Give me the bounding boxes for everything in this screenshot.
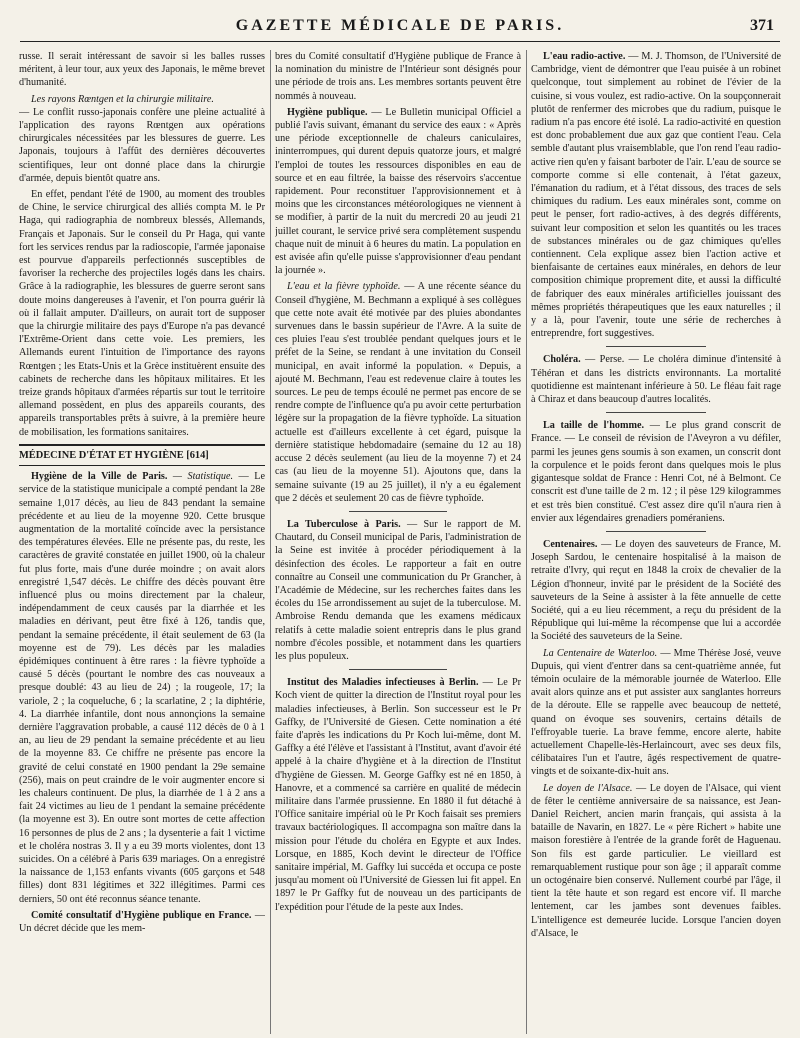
article xyxy=(275,280,521,504)
article xyxy=(531,538,781,644)
separator-rule xyxy=(349,511,447,512)
article-title: La Centenaire de Waterloo. xyxy=(543,647,658,659)
separator-rule xyxy=(349,669,447,670)
header-rule xyxy=(20,41,780,42)
article-body: — Le Pr Koch vient de quitter la direction de l'Institut royal pour les maladies infectieuses, à Berlin. Son successeur est le Pr Gaffky, de l'Université de Giesen. Cette nomination a été faite d'après les indications du Pr Koch lui-même, dont M. Gaffky a été l'élève et l'assistant à l'Institut, avant d'avoir été appelé à la chaire d'hygiène et à la direction de l'Institut d'hygiène de Giessen. M. George Gaffky est né en 1850, à Hanovre, et a commencé sa carrière en qualité de médecin militaire dans l'armée prussienne. En 1880 il fut détaché à l'Office sanitaire impérial où le Pr Koch faisait ses premiers travaux bactériologiques. Il accompagna son maître dans la mission pour l'étude du choléra en Egypte et aux Indes. Lorsque, en 1885, Koch devint le directeur de l'Office sanitaire impérial, M. Gaffky lui succéda et occupa ce poste jusqu'au moment où l'Université de Giessen lui fit appel. En 1897 le Pr Gaffky fut de nouveau un des participants de l'expédition pour l'étude de la peste aux Indes. xyxy=(275,677,521,913)
page-number: 371 xyxy=(750,17,774,34)
article xyxy=(275,518,521,663)
article-body: — Perse. — Le choléra diminue d'intensité à Téhéran et dans les districts environnants. La mortalité quotidienne est maintenant inférieure à 50. Le fléau fait rage à Chiraz et dans beaucoup d'autres localités. xyxy=(531,354,781,406)
separator-rule xyxy=(606,531,706,532)
article-body: — M. J. Thomson, de l'Université de Cambridge, vient de démontrer que l'eau puisée à un robinet quelconque, tout simplement au robinet de l'évier de la cuisine, si vous voulez, est radio-active. On la soupçonnerait plutôt de renfermer des microbes que du radium, puisque le radium n'a pas encore été isolé. La radio-activité en question est donc probablement due aux gaz que contient l'eau. Cela semble d'autant plus vraisemblable, que l'on rend l'eau radio-active rien qu'en y faisant barboter de l'air. L'eau de source se comporte comme si elle contenait, à l'état gazeux, l'émanation du radium, et à l'état dissous, des traces de sels chimiques du radium. Les eaux minérales sont, comme on peut le penser, fort radio-actives, à des degrés différents, suivant leur composition et selon les quantités ou les traces de substances minérales ou de gaz chimiques qu'elles contiennent. Cela explique assez bien l'action active et bienfaisante de certaines eaux minérales, en dehors de leur composition chimique proprement dite, et aussi la difficulté de fabriquer des eaux minérales artificielles jouissant des mêmes propriétés thérapeutiques que les eaux naturelles ; il y a là, pour l'avenir, toute une série de recherches à entreprendre, fort suggestives. xyxy=(531,51,781,340)
paragraph: bres du Comité consultatif d'Hygiène publique de France à la nomination du ministre de l'Intérieur sont désignés pour une période de trois ans. Les membres sortants peuvent être nommés à nouveau. xyxy=(275,51,521,102)
column-divider xyxy=(526,50,527,1034)
article xyxy=(19,909,265,935)
article-title: Comité consultatif d'Hygiène publique en France. xyxy=(31,909,252,921)
article-heading: Les rayons Rœntgen et la chirurgie militaire. xyxy=(31,93,214,105)
article xyxy=(275,106,521,278)
article xyxy=(275,676,521,914)
article-body: — A une récente séance du Conseil d'hygiène, M. Bechmann a expliqué à ses collègues que cette note avait été motivée par des pluies abondantes survenues dans le bassin supérieur de l'Avre. A la suite de ces pluies l'eau s'est troublée pendant quelques jours et le préfet de la Seine, se rendant à une invitation du Conseil municipal, en avait informé la population. « Depuis, a ajouté M. Bechmann, l'eau est redevenue claire à toutes les sources. Le peu de temps écoulé ne permet pas encore de se rendre compte de l'influence qu'a pu avoir cette perturbation légère sur la propagation de la fièvre typhoïde. La situation actuelle est d'ailleurs excellente à cet égard, puisque la dernière statistique hebdomadaire (semaine du 12 au 18) accuse 2 décès seulement (au lieu de la moyenne 7) et 24 cas (au lieu de la moyenne 51). Ajoutons que, dans la semaine suivante (19 au 25 juillet), il n'y a eu également que 2 décès et seulement 20 cas de fièvre typhoïde. xyxy=(275,281,521,504)
article-body: — Sur le rapport de M. Chautard, du Conseil municipal de Paris, l'administration de la Seine est invitée à procéder périodiquement à la désinfection des écoles. Le rapporteur a fait en outre connaître au Conseil une communication du Pr Grancher, à l'Académie de Médecine, sur les recherches faites dans les écoles du 15e arrondissement au sujet de la tuberculose. M. Ambroise Rendu demanda que les examens médicaux relatifs à cette maladie soient entrepris dans le plus grand nombre d'écoles possible, et notamment dans les quartiers les plus populeux. xyxy=(275,518,521,662)
article xyxy=(531,50,781,340)
article xyxy=(19,470,265,906)
column-middle xyxy=(275,50,521,1036)
article-title: Hygiène de la Ville de Paris. xyxy=(31,471,168,483)
article-title: Hygiène publique. xyxy=(287,106,368,118)
column-right xyxy=(531,50,781,1036)
article-title: La taille de l'homme. xyxy=(543,420,645,432)
article-body: — Un décret décide que les mem- xyxy=(19,909,265,934)
article-body: — Le doyen de l'Alsace, qui vient de fêter le centième anniversaire de sa naissance, est Jean-Daniel Reichert, ancien marin français, qui assista à la bataille de Navarin, en 1827. Le « père Richert » habite une maison forestière à l'entrée de la grande forêt de Haguenau. Son fils est garde particulier. Le vieillard est remarquablement rustique pour son âge ; il apparaît comme un octogénaire bien conservé. Nullement courbé par l'âge, il tient la tête haute et son regard est encore vif. Il marche lentement, car les jambes sont devenues faibles. L'intelligence est demeurée lucide. Lorsque l'ancien doyen d'Alsace, le xyxy=(531,782,781,939)
article-title: L'eau radio-active. xyxy=(543,51,626,62)
article-title: Le doyen de l'Alsace. xyxy=(543,782,633,794)
paragraph: En effet, pendant l'été de 1900, au moment des troubles de Chine, le service chirurgical des alliés compta M. le Pr Haga, qui radiographia de nombreux blessés, Allemands, Français et Japonais. Sur le conseil du Pr Haga, qui vante fort les services rendus par la radioscopie, l'armée japonaise est pourvue d'appareils perfectionnés susceptibles de favoriser la recherche des projectiles logés dans les chairs. Grâce à la radiographie, les blessures de guerre seront sans doute moins dangereuses à l'avenir, et l'on pourra guérir là où il fallait amputer. D'ailleurs, on aurait tort de supposer que la chirurgie militaire des pays d'Europe n'a pas devancé l'Extrême-Orient dans cette voie. Les premiers, les Allemands eurent l'intuition de l'importance des rayons Rœntgen ; les Etats-Unis et la Grèce instituèrent ensuite des cabinets de recherche dans les hôpitaux militaires. Et les treize grands hôpitaux d'armées répartis sur tout le territoire allemand possèdent, en plus des appareils courants, des appareils transportables prêts à suivre, à la première heure de mobilisation, les formations sanitaires. xyxy=(19,189,265,438)
journal-title: GAZETTE MÉDICALE DE PARIS. xyxy=(235,17,565,34)
article-body: — Le Bulletin municipal Officiel a publié l'avis suivant, émanant du service des eaux : « Après une période exceptionnelle de chaleurs caniculaires, ininterrompues, qui durent depuis quatorze jours, et malgré l'emploi de toutes les ressources disponibles en eau de source et en eau filtrée, la baisse des réservoirs s'accentue rapidement. Pour reconstituer l'approvisionnement et à moins que les circonstances météorologiques ne viennent à se modifier, à partir de la nuit du mercredi 20 au jeudi 21 juillet courant, le service privé sera complètement suspendu chaque nuit de minuit à 6 heures du matin. La population en est avisée afin qu'elle puisse s'approvisionner d'eau pendant la journée ». xyxy=(275,106,521,277)
article-title: L'eau et la fièvre typhoïde. xyxy=(287,281,401,293)
article xyxy=(531,782,781,940)
article-body: — Le service de la statistique municipale a compté pendant la 28e semaine 1,017 décès, au lieu de 843 pendant la semaine précédente et au lieu de la moyenne 920. Cette brusque augmentation de la mortalité coïncide avec la persistance des températures élevées. Elle ne présente pas, du reste, les caractères de gravité constatée en juillet 1900, où la chaleur fut plus forte, mais d'une durée moindre ; on avait alors enregistré 1,547 décès. Le chiffre des décès pouvant être influencé plus ou moins directement par la chaleur, indépendamment de ceux causés par la diarrhée et les maladies en dérivant, peut être fixé à 126, tandis que, pendant la semaine précédente, il était seulement de 63 (la moyenne est de 79). Les décès par les maladies épidémiques continuent à être rares : la fièvre typhoïde a causé 5 décès (pourtant le nombre des cas nouveaux a presque doublé: 43 au lieu de 24) ; la rougeole, 17; la variole, 2 ; la coqueluche, 6 ; la scarlatine, 2 ; la diphtérie, 4. La diarrhée infantile, dont nous annonçions la semaine dernière l'aggravation probable, a causé 112 décès de 0 à 1 an, au lieu de 29 pendant la semaine précédente et au lieu de la moyenne 83. Ce chiffre ne présente pas encore la gravité de celui constaté en 1900 pendant la 29e semaine (256), mais on peut craindre de le voir augmenter encore si les chaleurs continuent. De plus, la diarrhée de 1 à 2 ans a fait 24 victimes au lieu de 1 pendant la semaine précédente (la moyenne est 3). En outre sont mortes de cette affection 16 personnes de plus de 2 ans ; la dysenterie a fait 1 victime et le choléra nostras 3. Il y a eu 39 morts violentes, dont 13 suicides. On a célébré à Paris 639 mariages. On a enregistré la naissance de 1,153 enfants vivants (605 garçons et 548 filles) dont 831 légitimes et 322 illégitimes. Parmi ces derniers, 50 ont été reconnus séance tenante. xyxy=(19,471,265,905)
separator-rule xyxy=(606,412,706,413)
section-heading: MÉDECINE D'ÉTAT ET HYGIÈNE [614] xyxy=(19,444,265,466)
article xyxy=(531,353,781,406)
article-subtitle: — Statistique. xyxy=(167,471,234,483)
article-title: Institut des Maladies infectieuses à Berlin. xyxy=(287,677,479,689)
paragraph: russe. Il serait intéressant de savoir si les balles russes méritent, à leur tour, aux yeux des Japonais, le même brevet d'humanité. xyxy=(19,51,265,89)
separator-rule xyxy=(606,346,706,347)
article-body: — Le plus grand conscrit de France. — Le conseil de révision de l'Aveyron a vu défiler, parmi les jeunes gens soumis à son examen, un conscrit dont la corpulence et le poids feront dans quelques mois le plus gigantesque soldat de France : Henri Cot, né à Belmont. Ce conscrit est d'une taille de 2 m. 12 ; il pèse 129 kilogrammes et est très bien constitué. C'est assez dire qu'il n'aura rien à envier aux légendaires grenadiers poméraniens. xyxy=(531,420,781,524)
column-left xyxy=(19,50,265,1036)
article-title: Centenaires. xyxy=(543,538,598,550)
article-body: — Mme Thérèse José, veuve Dupuis, qui vient d'entrer dans sa cent-quatrième année, fut témoin oculaire de la mémorable journée de Waterloo. Elle avait alors quinze ans et put assister aux sanglantes horreurs de la déroute. Elle se rappelle avec beaucoup de netteté, quand on évoque ses souvenirs, certains détails de l'effroyable tuerie. La brave femme, encore alerte, habite actuellement Chapelle-lès-Herlaincourt, avec ses deux fils, célibataires l'un et l'autre, âgés respectivement de quatre-vingts et de soixante-dix-huit ans. xyxy=(531,647,781,778)
article-body: — Le doyen des sauveteurs de France, M. Joseph Sardou, le centenaire hospitalisé à la maison de retraite d'Ivry, qui reçut en 1848 la croix de chevalier de la Légion d'honneur, invité par le président de la Société des sauveteurs de la Seine à assister à la fête annuelle de cette Société, qui a eu lieu récemment, a reçu du président de la République qui lui-même la récompense que lui a accordée la Société des sauveteurs de la Seine. xyxy=(531,538,781,643)
article-title: Choléra. xyxy=(543,354,581,366)
page-header xyxy=(20,14,780,42)
article xyxy=(531,419,781,525)
article-title: La Tuberculose à Paris. xyxy=(287,518,401,530)
article xyxy=(531,647,781,779)
paragraph: — Le conflit russo-japonais confère une pleine actualité à l'application des rayons Rœntgen aux opérations chirurgicales nécessitées par les blessures de guerre. Les Japonais, toujours à l'affût des dernières découvertes scientifiques, leur ont donné place dans la chirurgie d'armée, depuis bientôt quatre ans. xyxy=(19,106,265,184)
column-divider xyxy=(270,50,271,1034)
